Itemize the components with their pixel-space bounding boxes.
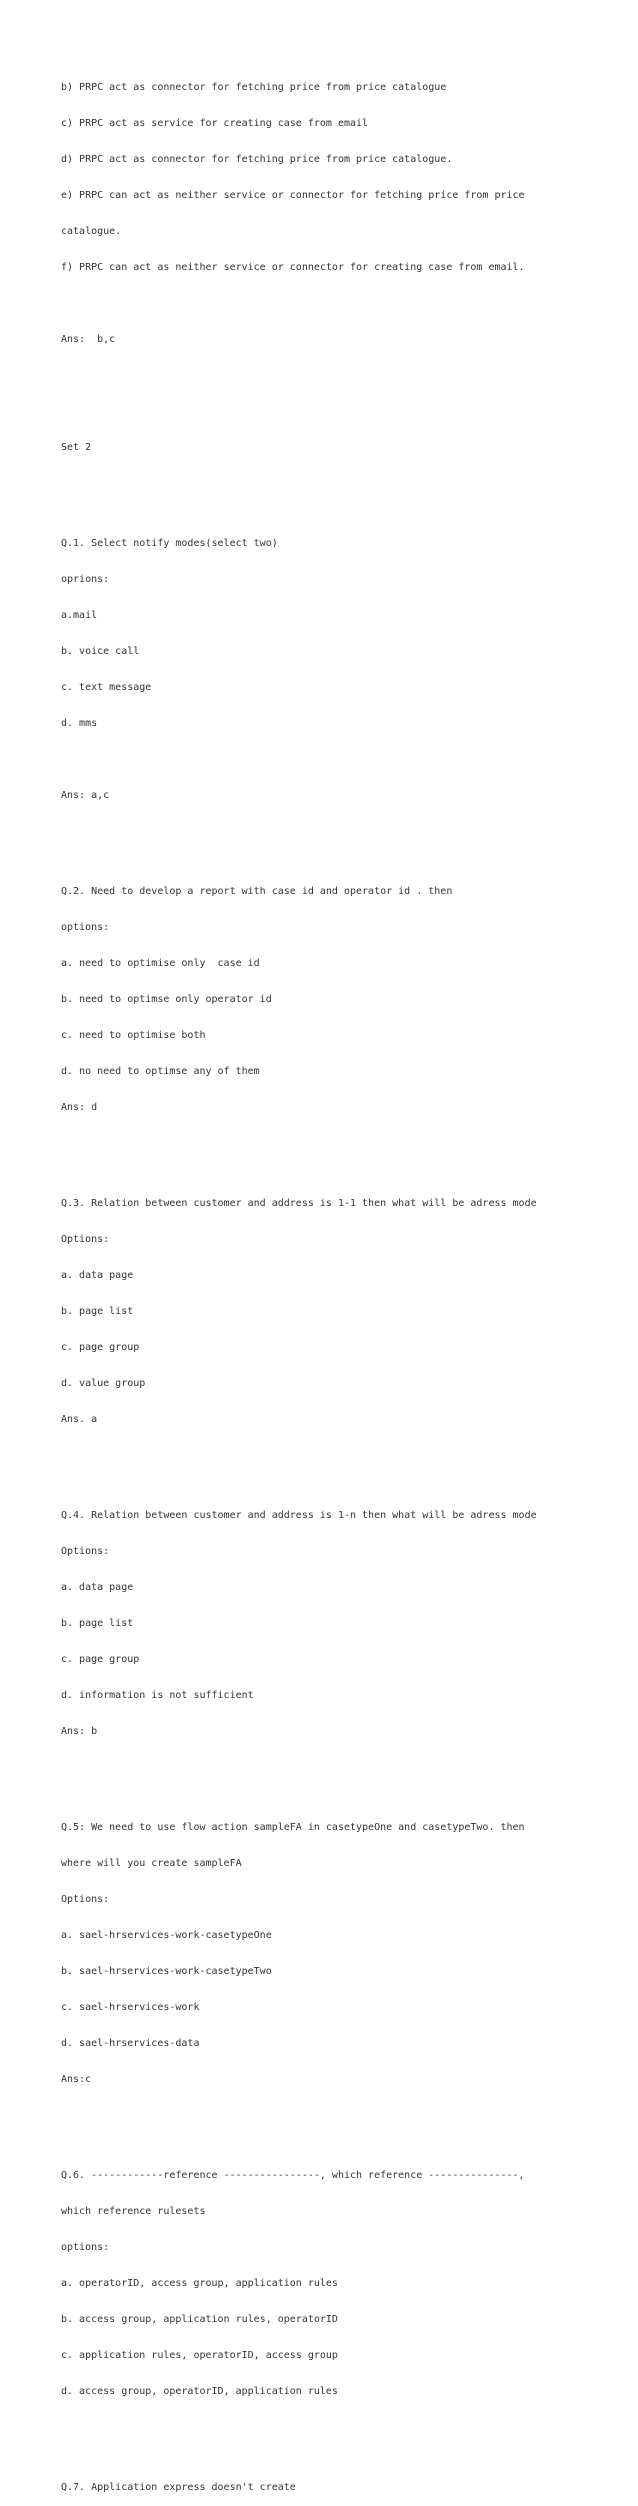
question-2-answer: Ans: d [61, 1102, 98, 1113]
question-4-option-c: c. page group [61, 1654, 140, 1665]
question-1-option-a: a.mail [61, 610, 98, 621]
question-3-options-label: Options: [61, 1234, 110, 1245]
question-2-text: Q.2. Need to develop a report with case id and operator id . then [61, 886, 453, 897]
question-1-option-c: c. text message [61, 682, 152, 693]
intro-option-e: e) PRPC can act as neither service or connector for fetching price from price [61, 190, 525, 201]
question-4-text: Q.4. Relation between customer and address is 1-n then what will be adress mode [61, 1510, 537, 1521]
intro-option-d: d) PRPC act as connector for fetching price from price catalogue. [61, 154, 453, 165]
question-3-option-d: d. value group [61, 1378, 146, 1389]
question-5-option-c: c. sael-hrservices-work [61, 2002, 200, 2013]
intro-answer: Ans: b,c [61, 334, 116, 345]
question-6-option-a: a. operatorID, access group, application rules [61, 2278, 338, 2289]
question-4-option-a: a. data page [61, 1582, 134, 1593]
question-2-option-b: b. need to optimse only operator id [61, 994, 272, 1005]
question-1-text: Q.1. Select notify modes(select two) [61, 538, 278, 549]
question-3-option-b: b. page list [61, 1306, 134, 1317]
question-1-option-b: b. voice call [61, 646, 140, 657]
question-3-option-a: a. data page [61, 1270, 134, 1281]
intro-option-e-cont: catalogue. [61, 226, 122, 237]
question-6-option-b: b. access group, application rules, operatorID [61, 2314, 338, 2325]
question-6-text: Q.6. ------------reference ----------------, which reference ---------------, [61, 2170, 525, 2181]
question-5-text: Q.5: We need to use flow action sampleFA in casetypeOne and casetypeTwo. then [61, 1822, 525, 1833]
question-4-option-d: d. information is not sufficient [61, 1690, 254, 1701]
intro-option-c: c) PRPC act as service for creating case from email [61, 118, 369, 129]
question-3-text: Q.3. Relation between customer and address is 1-1 then what will be adress mode [61, 1198, 537, 1209]
question-3-answer: Ans. a [61, 1414, 98, 1425]
question-4-option-b: b. page list [61, 1618, 134, 1629]
question-1-option-d: d. mms [61, 718, 98, 729]
question-5-option-b: b. sael-hrservices-work-casetypeTwo [61, 1966, 272, 1977]
intro-option-f: f) PRPC can act as neither service or connector for creating case from email. [61, 262, 525, 273]
set-title: Set 2 [61, 442, 92, 453]
question-6-text-cont: which reference rulesets [61, 2206, 206, 2217]
question-5-options-label: Options: [61, 1894, 110, 1905]
question-2-option-c: c. need to optimise both [61, 1030, 206, 1041]
question-2-option-d: d. no need to optimse any of them [61, 1066, 260, 1077]
question-2-options-label: options: [61, 922, 110, 933]
question-6-options-label: options: [61, 2242, 110, 2253]
question-5-option-a: a. sael-hrservices-work-casetypeOne [61, 1930, 272, 1941]
question-6-option-d: d. access group, operatorID, application rules [61, 2386, 338, 2397]
question-5-answer: Ans:c [61, 2074, 92, 2085]
question-4-options-label: Options: [61, 1546, 110, 1557]
question-1-answer: Ans: a,c [61, 790, 110, 801]
question-4-answer: Ans: b [61, 1726, 98, 1737]
document-page [61, 58, 621, 2506]
question-2-option-a: a. need to optimise only case id [61, 958, 260, 969]
question-3-option-c: c. page group [61, 1342, 140, 1353]
question-7-text: Q.7. Application express doesn't create [61, 2482, 296, 2493]
question-1-options-label: oprions: [61, 574, 110, 585]
intro-option-b: b) PRPC act as connector for fetching price from price catalogue [61, 82, 447, 93]
question-6-option-c: c. application rules, operatorID, access group [61, 2350, 338, 2361]
question-5-option-d: d. sael-hrservices-data [61, 2038, 200, 2049]
question-5-text-cont: where will you create sampleFA [61, 1858, 242, 1869]
